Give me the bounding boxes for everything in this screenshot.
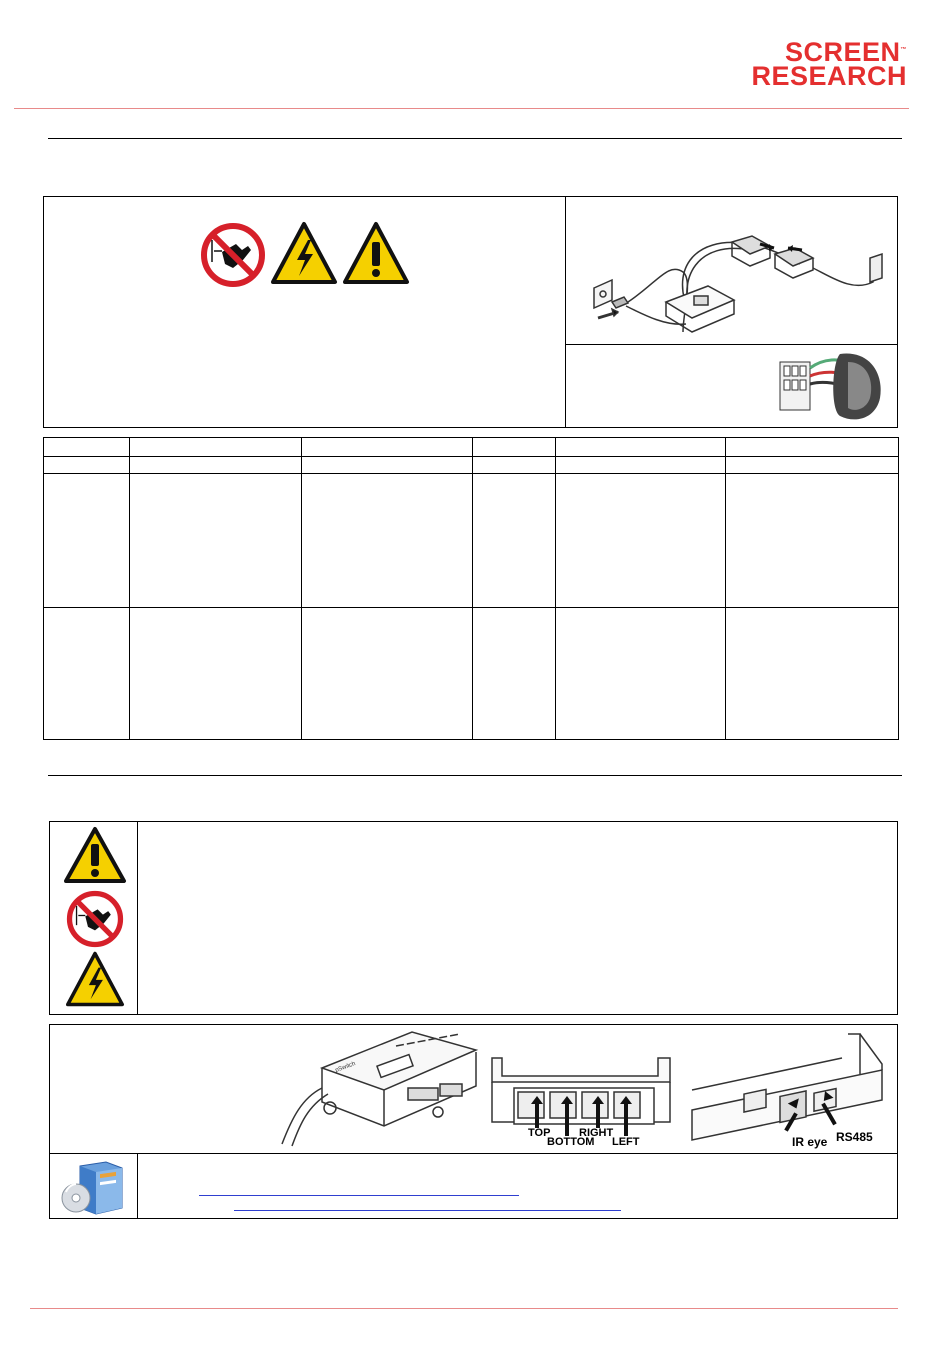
warning-icon [342,220,410,286]
warning-panel [49,821,898,1015]
table-row [44,608,899,740]
logo-line-2: RESEARCH [751,61,907,91]
table-cell [44,457,130,474]
table-cell [130,457,302,474]
svg-text:pSwitch: pSwitch [334,1061,357,1074]
rs485-label: RS485 [836,1130,873,1144]
table-cell [130,474,302,608]
electric-hazard-icon [63,950,127,1008]
section-2-rule [48,775,902,776]
download-link-1[interactable] [199,1195,519,1196]
table-cell [473,438,556,457]
ir-rs485-figure [688,1030,888,1152]
table-cell [556,608,726,740]
table-cell [726,608,899,740]
no-touch-icon [66,890,124,948]
interface-box-illustration [278,1028,480,1150]
table-cell [44,608,130,740]
ir-eye-label: IR eye [792,1135,828,1149]
warning-icon [63,826,127,884]
table-cell [726,457,899,474]
footer-divider [30,1308,898,1309]
no-touch-icon [200,222,266,288]
table-cell [302,608,473,740]
table-cell [44,438,130,457]
power-supply-illustration [570,222,892,340]
warning-panel-divider [137,821,138,1015]
table-cell [130,608,302,740]
electric-hazard-icon [270,220,338,286]
table-cell [473,608,556,740]
download-link-2[interactable] [234,1210,621,1211]
connector-photo [778,348,888,422]
table-cell [473,474,556,608]
interface-panel-divider [49,1153,898,1154]
table-cell [44,474,130,608]
table-cell [130,438,302,457]
port-label-left: LEFT [612,1136,640,1148]
connector-ports-figure [488,1052,676,1150]
company-logo [697,37,907,91]
table-cell [726,438,899,457]
table-cell [556,438,726,457]
port-label-bottom: BOTTOM [547,1136,595,1148]
port-label-top: TOP [528,1127,551,1139]
table-cell [473,457,556,474]
spec-table [43,437,899,740]
table-cell [556,474,726,608]
section-1-rule [48,138,902,139]
table-row [44,457,899,474]
table-row [44,474,899,608]
table-cell [302,457,473,474]
table-cell [726,474,899,608]
port-label-right: RIGHT [579,1127,614,1139]
table-cell [302,474,473,608]
software-box-icon [58,1160,124,1216]
software-row-divider [137,1153,138,1219]
table-header-row [44,438,899,457]
logo-trademark: ™ [900,47,907,53]
logo-line-1: SCREEN [784,37,901,67]
table-cell [302,438,473,457]
table-cell [556,457,726,474]
header-divider [14,108,909,109]
